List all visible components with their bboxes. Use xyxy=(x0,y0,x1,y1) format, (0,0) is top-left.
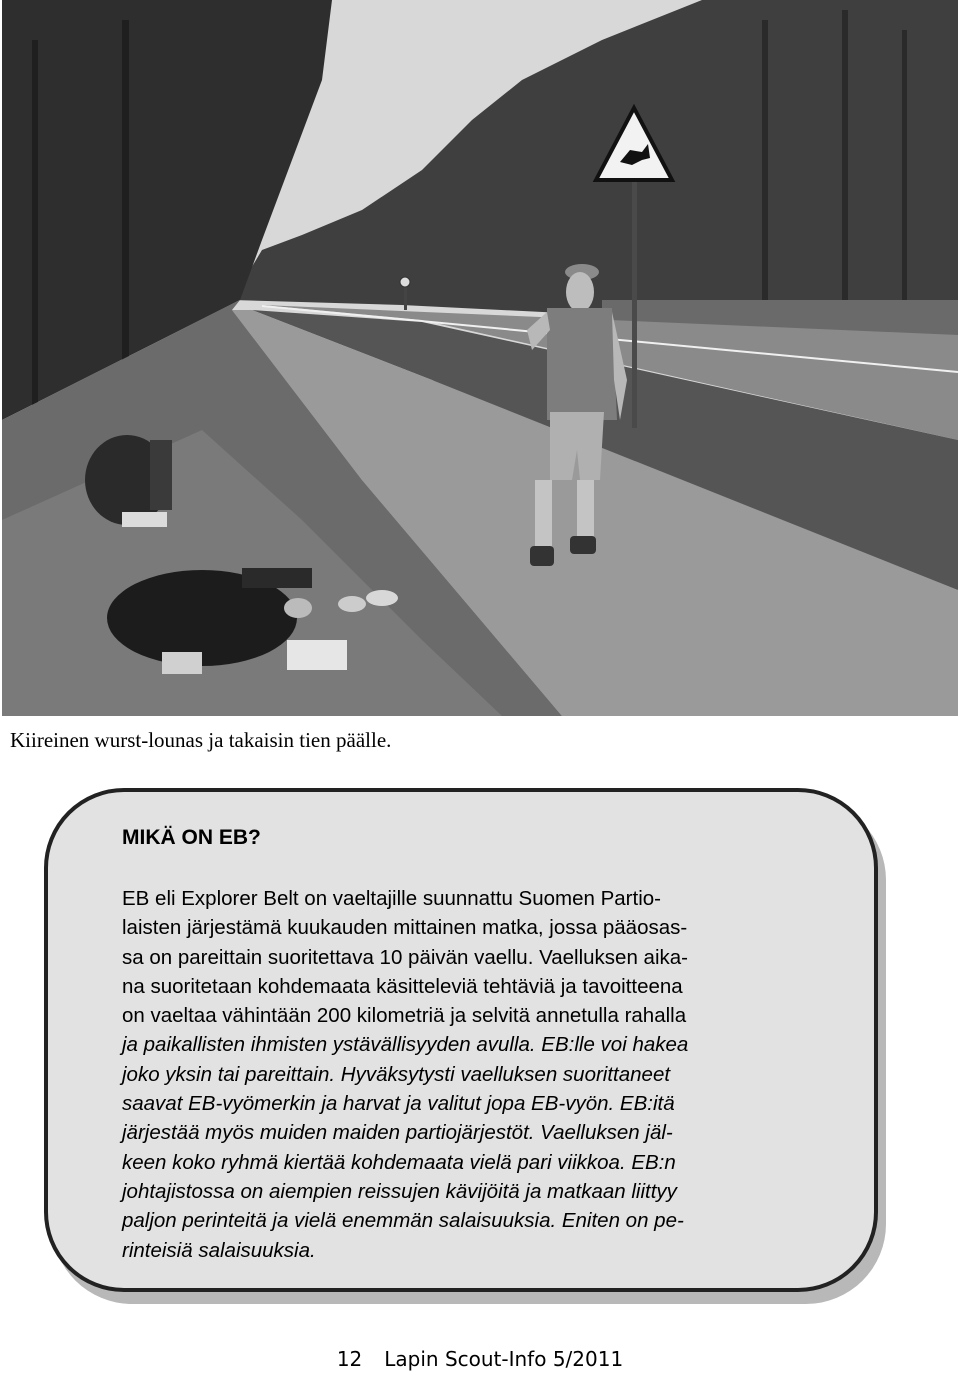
body-line: EB eli Explorer Belt on vaeltajille suunnattu Suomen Partio- xyxy=(122,887,661,910)
page-number: 12 xyxy=(336,1347,363,1371)
publication-name: Lapin Scout-Info 5/2011 xyxy=(384,1347,624,1371)
body-line: keen koko ryhmä kiertää kohdemaata vielä pari viikkoa. EB:n xyxy=(122,1150,676,1174)
body-line: järjestää myös muiden maiden partiojärjestöt. Vaelluksen jäl- xyxy=(122,1121,673,1145)
body-line: saavat EB-vyömerkin ja harvat ja valitut jopa EB-vyön. EB:itä xyxy=(122,1092,675,1116)
body-line: joko yksin tai pareittain. Hyväksytysti vaelluksen suorittaneet xyxy=(122,1062,671,1086)
page-footer xyxy=(0,1347,960,1371)
body-line: sa on pareittain suoritettava 10 päivän vaellu. Vaelluksen aika- xyxy=(122,945,688,969)
body-line: laisten järjestämä kuukauden mittainen matka, jossa pääosas- xyxy=(122,916,688,940)
hiker-photo xyxy=(2,0,958,716)
body-line: ja paikallisten ihmisten ystävällisyyden avulla. EB:lle voi hakea xyxy=(122,1033,689,1057)
info-box-title: MIKÄ ON EB? xyxy=(122,826,261,849)
body-line: na suoritetaan kohdemaata käsitteleviä tehtäviä ja tavoitteena xyxy=(122,974,683,998)
body-line: rinteisiä salaisuuksia. xyxy=(122,1238,316,1262)
body-line: paljon perinteitä ja vielä enemmän salaisuuksia. Eniten on pe- xyxy=(122,1209,684,1233)
body-line: johtajistossa on aiempien reissujen kävijöitä ja matkaan liittyy xyxy=(122,1179,677,1203)
photo-caption: Kiireinen wurst-lounas ja takaisin tien päälle. xyxy=(10,728,392,752)
info-box-body xyxy=(122,884,838,1265)
photo-of-hiker-by-road-icon xyxy=(2,0,958,716)
body-line: on vaeltaa vähintään 200 kilometriä ja selvitä annetulla rahalla xyxy=(122,1004,687,1028)
